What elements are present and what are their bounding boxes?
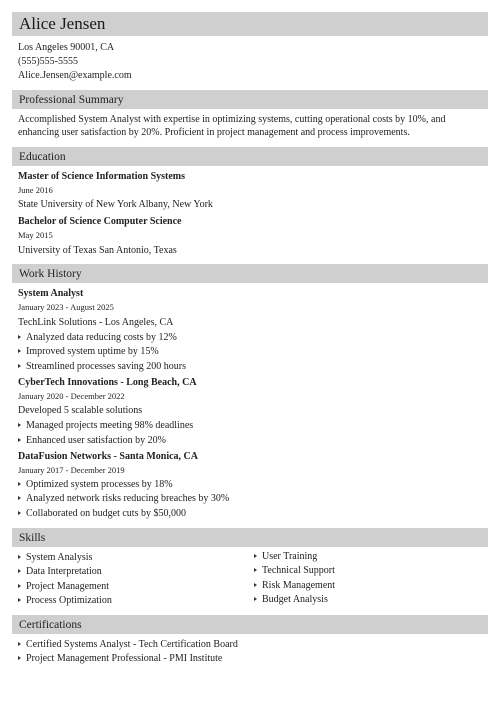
bullet-icon [18,349,21,353]
address: Los Angeles 90001, CA [18,42,115,53]
degree-title: Bachelor of Science Computer Science [18,216,182,227]
bullet-icon [18,335,21,339]
skill-item: Budget Analysis [254,593,328,606]
degree-date: June 2016 [18,185,53,195]
job-bullet: Analyzed network risks reducing breaches by 30% [18,492,229,505]
degree-title: Master of Science Information Systems [18,171,186,182]
job-bullet: Analyzed data reducing costs by 12% [18,331,177,344]
job-title: System Analyst [18,288,84,299]
job-dates: January 2023 - August 2025 [18,302,114,312]
phone: (555)555-5555 [18,56,78,67]
bullet-icon [18,642,21,646]
education-heading: Education [19,150,66,163]
job-bullet: Managed projects meeting 98% deadlines [18,419,193,432]
bullet-icon [18,555,21,559]
skill-item: Technical Support [254,564,335,577]
skills-heading: Skills [19,531,46,544]
certification-item: Project Management Professional - PMI Institute [18,652,222,665]
summary-heading-bar [12,90,488,109]
bullet-icon [18,598,21,602]
bullet-icon [18,569,21,573]
bullet-icon [18,423,21,427]
job-title: DataFusion Networks - Santa Monica, CA [18,451,198,462]
skill-item: Data Interpretation [18,565,102,578]
bullet-icon [254,554,257,558]
skill-item: Risk Management [254,579,335,592]
job-company: TechLink Solutions - Los Angeles, CA [18,317,174,328]
candidate-name: Alice Jensen [19,14,106,33]
education-heading-bar [12,147,488,166]
job-title: CyberTech Innovations - Long Beach, CA [18,377,197,388]
job-bullet: Enhanced user satisfaction by 20% [18,434,166,447]
certifications-heading: Certifications [19,618,82,631]
skill-item: System Analysis [18,551,92,564]
summary-text: Accomplished System Analyst with expertise in optimizing systems, cutting operational costs by 10%, and enhancing user satisfaction by 20%. Proficient in project management and process improvements. [18,114,446,138]
summary-heading: Professional Summary [19,93,124,106]
school-name: University of Texas San Antonio, Texas [18,245,177,256]
school-name: State University of New York Albany, New York [18,199,213,210]
job-bullet: Streamlined processes saving 200 hours [18,360,186,373]
email: Alice.Jensen@example.com [18,70,132,81]
skill-item: Process Optimization [18,594,112,607]
bullet-icon [18,511,21,515]
bullet-icon [18,584,21,588]
bullet-icon [18,482,21,486]
bullet-icon [254,583,257,587]
job-bullet: Collaborated on budget cuts by $50,000 [18,507,186,520]
bullet-icon [254,568,257,572]
job-bullet: Optimized system processes by 18% [18,478,173,491]
certifications-heading-bar [12,615,488,634]
degree-date: May 2015 [18,230,53,240]
job-company: Developed 5 scalable solutions [18,405,143,416]
bullet-icon [18,364,21,368]
job-dates: January 2017 - December 2019 [18,465,125,475]
bullet-icon [254,597,257,601]
job-bullet: Improved system uptime by 15% [18,345,159,358]
bullet-icon [18,656,21,660]
skill-item: Project Management [18,580,109,593]
bullet-icon [18,438,21,442]
skills-heading-bar [12,528,488,547]
work-heading-bar [12,264,488,283]
bullet-icon [18,496,21,500]
name-header [12,12,488,36]
certification-item: Certified Systems Analyst - Tech Certification Board [18,638,238,651]
skill-item: User Training [254,550,317,563]
work-heading: Work History [19,267,82,280]
job-dates: January 2020 - December 2022 [18,391,125,401]
